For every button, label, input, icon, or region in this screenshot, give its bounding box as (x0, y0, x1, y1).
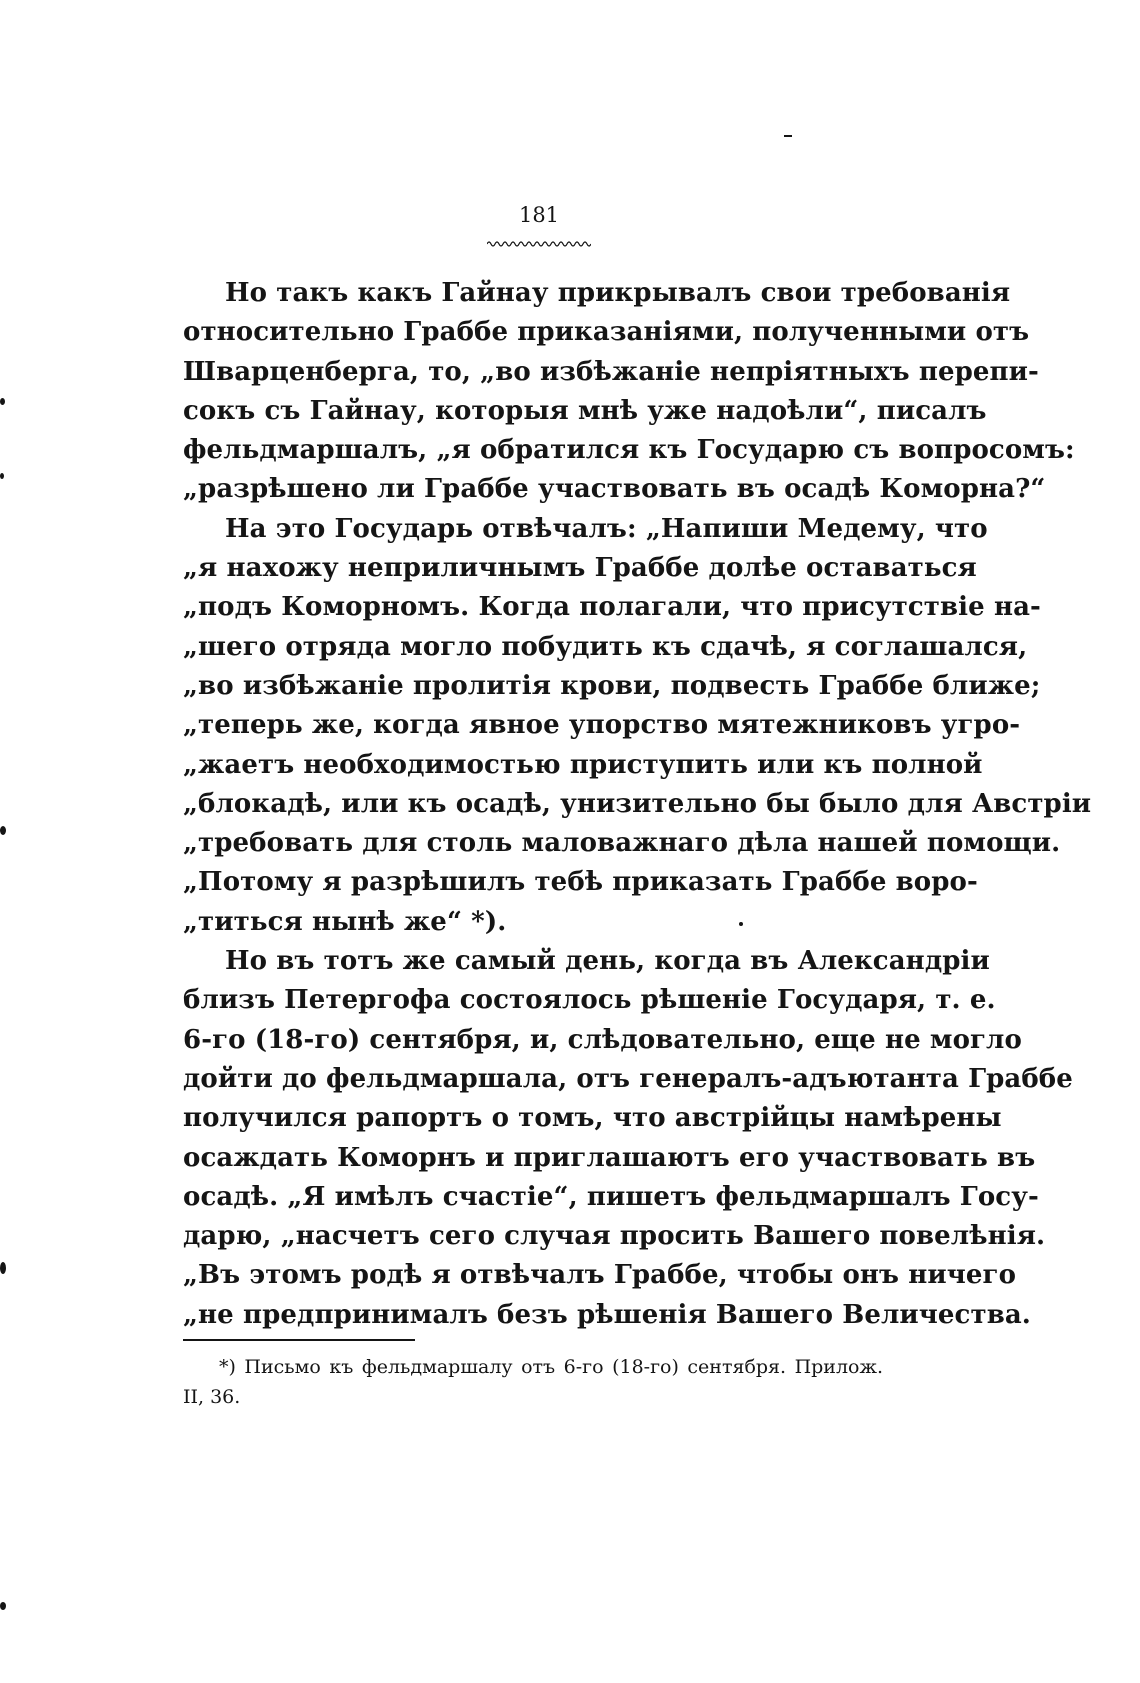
text-line: На это Государь отвѣчалъ: „Напиши Медему, что (225, 513, 988, 544)
text-line: „требовать для столь маловажнаго дѣла нашей помощи. (183, 828, 1061, 859)
text-line: сокъ съ Гайнау, которыя мнѣ уже надоѣли“, писалъ (183, 395, 987, 426)
text-line: относительно Граббе приказаніями, полученными отъ (183, 317, 1030, 348)
text-line: Но такъ какъ Гайнау прикрывалъ свои требованія (225, 278, 1011, 308)
text-line: „во избѣжаніе пролитія крови, подвесть Граббе ближе; (183, 670, 1041, 701)
page-number: 181 (518, 203, 560, 227)
text-line: „я нахожу неприличнымъ Граббе долѣе оставаться (183, 553, 977, 584)
text-line: „блокадѣ, или къ осадѣ, унизительно бы было для Австріи (183, 788, 1092, 819)
text-line: близъ Петергофа состоялось рѣшеніе Государя, т. е. (183, 985, 996, 1016)
footnote-rule (183, 1339, 415, 1341)
text-line: „Потому я разрѣшилъ тебѣ приказать Граббе воро- (183, 867, 978, 898)
text-line: „разрѣшено ли Граббе участвовать въ осадѣ Коморна?“ (183, 474, 1046, 505)
footnote (183, 1352, 883, 1412)
scan-mark-left-5 (0, 1602, 6, 1610)
text-line: дойти до фельдмаршала, отъ генералъ-адъютанта Граббе (183, 1063, 1073, 1094)
text-line: Шварценберга, то, „во избѣжаніе непріятныхъ перепи- (183, 356, 1039, 387)
text-line: „теперь же, когда явное упорство мятежниковъ угро- (183, 710, 1021, 741)
text-line: фельдмаршалъ, „я обратился къ Государю съ вопросомъ: (183, 435, 1075, 466)
text-line: „титься нынѣ же“ *). (183, 906, 507, 937)
footnote-line: *) Письмо къ фельдмаршалу отъ 6-го (18-го) сентября. Прилож. (219, 1356, 883, 1378)
scan-mark-left-3 (0, 826, 6, 835)
text-line: „не предпринималъ безъ рѣшенія Вашего Величества. (183, 1299, 1031, 1330)
text-line: Но въ тотъ же самый день, когда въ Александріи (225, 946, 990, 977)
text-line: „подъ Коморномъ. Когда полагали, что присутствіе на- (183, 592, 1041, 623)
scan-mark-left-1 (0, 398, 5, 405)
text-line: дарю, „насчетъ сего случая просить Вашего повелѣнія. (183, 1221, 1046, 1252)
text-line: осаждать Коморнъ и приглашаютъ его участвовать въ (183, 1142, 1036, 1173)
text-line: 6-го (18-го) сентября, и, слѣдовательно, еще не могло (183, 1024, 1022, 1055)
text-line: получился рапортъ о томъ, что австрійцы намѣрены (183, 1103, 1002, 1134)
body-text (183, 274, 1092, 1335)
text-line: „шего отряда могло побудить къ сдачѣ, я соглашался, (183, 631, 1028, 662)
text-line: „жаетъ необходимостью приступить или къ полной (183, 749, 983, 780)
scan-mark-dash (784, 135, 792, 137)
footnote-line: II, 36. (183, 1386, 241, 1408)
scan-mark-left-2 (0, 473, 4, 479)
text-line: „Въ этомъ родѣ я отвѣчалъ Граббе, чтобы онъ ничего (183, 1260, 1017, 1291)
wavy-rule (487, 240, 591, 248)
scan-mark-left-4 (0, 1262, 6, 1274)
text-line: осадѣ. „Я имѣлъ счастіе“, пишетъ фельдмаршалъ Госу- (183, 1181, 1039, 1212)
